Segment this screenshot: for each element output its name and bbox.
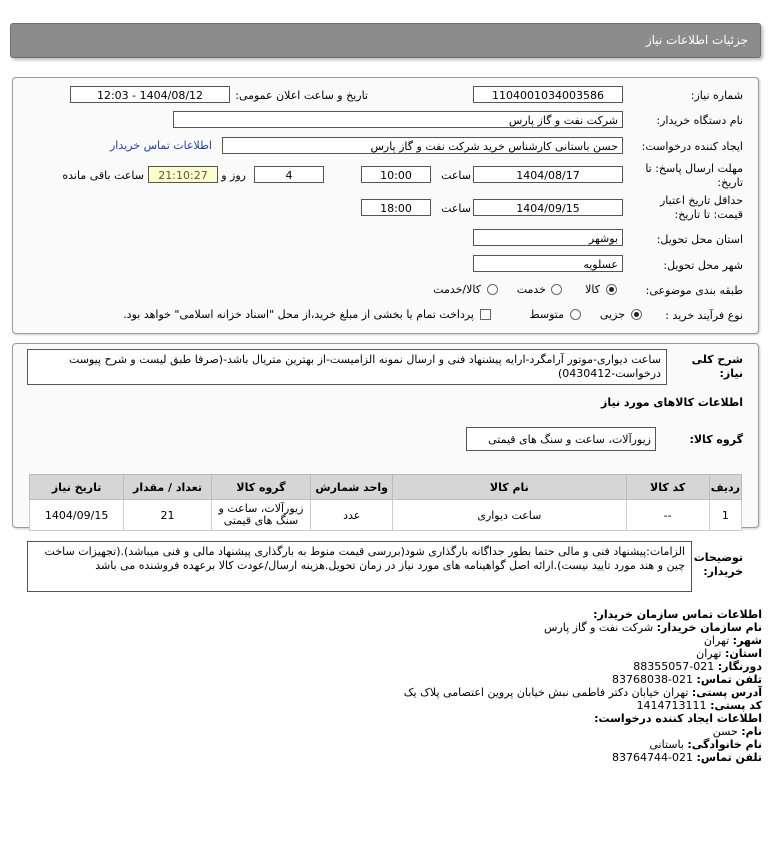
goods-section-title: اطلاعات کالاهای مورد نیاز (601, 396, 743, 409)
creator-phone-line (22, 751, 762, 764)
contact-phone: 021-83768038 (612, 673, 694, 686)
buyer-org-field[interactable]: شرکت نفت و گاز پارس (173, 111, 623, 128)
col-name: نام کالا (393, 475, 626, 500)
category-radio-goods[interactable] (606, 284, 617, 295)
contact-address-line (22, 686, 762, 699)
table-row[interactable] (30, 500, 742, 531)
creator-phone-label: تلفن تماس: (696, 751, 762, 764)
creator-family-label: نام خانوادگی: (687, 738, 762, 751)
contact-address-label: آدرس پستی: (691, 686, 762, 699)
buyer-notes-label: توضیحات خریدار: (693, 551, 743, 578)
validity-label-line1: حداقل تاریخ اعتبار (659, 194, 743, 207)
col-row: ردیف (709, 475, 741, 500)
contact-fax-label: دورنگار: (717, 660, 762, 673)
announce-label: تاریخ و ساعت اعلان عمومی: (235, 89, 368, 102)
process-radio-medium[interactable] (570, 309, 581, 320)
cell-group: زیورآلات، ساعت و سنگ های قیمتی (211, 500, 310, 531)
col-date: تاریخ نیاز (30, 475, 124, 500)
need-number-field[interactable]: 1104001034003586 (473, 86, 623, 103)
announce-field[interactable]: 1404/08/12 - 12:03 (70, 86, 230, 103)
remaining-label: ساعت باقی مانده (62, 169, 144, 182)
contact-fax-line (22, 660, 762, 673)
validity-time-label: ساعت (441, 202, 471, 215)
buyer-notes-box: الزامات:پیشنهاد فنی و مالی حتما بطور جداگانه بارگذاری شود(بررسی قیمت منوط به بارگذاری پیشنهاد مالی و فنی میباشد).(تجهیزات ساخت چین و هند مورد تایید نیست).ارائه اصل گواهینامه های مورد نیاز در زمان تحویل.هزینه ارسال/عودت کالا برعهده فروشنده می باشد (27, 541, 692, 592)
cell-qty: 21 (124, 500, 211, 531)
category-label: طبقه بندی موضوعی: (645, 284, 743, 297)
col-unit: واحد شمارش (311, 475, 393, 500)
page-title: جزئیات اطلاعات نیاز (645, 33, 748, 47)
col-qty: تعداد / مقدار (124, 475, 211, 500)
goods-table-header (30, 475, 742, 500)
process-label: نوع فرآیند خرید : (665, 309, 743, 322)
goods-group-field[interactable]: زیورآلات، ساعت و سنگ های قیمتی (466, 427, 656, 451)
treasury-payment-note: پرداخت تمام یا بخشی از مبلغ خرید،از محل "اسناد خزانه اسلامی" خواهد بود. (123, 308, 474, 321)
deadline-time-label: ساعت (441, 169, 471, 182)
validity-label (660, 194, 743, 222)
cell-date: 1404/09/15 (30, 500, 124, 531)
cell-name: ساعت دیواری (393, 500, 626, 531)
summary-text-box: ساعت دیواری-موتور آرامگرد-ارایه پیشنهاد فنی و ارسال نمونه الزامیست-از بهترین متریال باشد-(صرفا طبق لیست و شرح پیوست درخواست-0430412) (27, 349, 667, 385)
creator-label: ایجاد کننده درخواست: (641, 140, 743, 153)
days-label: روز و (221, 169, 246, 182)
page-header (10, 23, 761, 58)
creator-name: حسن (712, 725, 738, 738)
days-field[interactable]: 4 (254, 166, 324, 183)
process-option-minor: جزیی (599, 308, 625, 321)
creator-info-title: اطلاعات ایجاد کننده درخواست: (594, 712, 762, 725)
contact-phone-line (22, 673, 762, 686)
category-option-goods: کالا (585, 283, 600, 296)
validity-date-field[interactable]: 1404/09/15 (473, 199, 623, 216)
city-label: شهر محل تحویل: (663, 259, 743, 272)
summary-label: شرح کلی نیاز: (691, 353, 743, 380)
goods-group-label: گروه کالا: (689, 433, 743, 446)
province-label: استان محل تحویل: (656, 233, 743, 246)
contact-province: تهران (696, 647, 722, 660)
treasury-payment-checkbox[interactable] (480, 309, 491, 320)
buyer-org-label: نام دستگاه خریدار: (656, 114, 743, 127)
contact-province-label: استان: (725, 647, 762, 660)
contact-phone-label: تلفن تماس: (696, 673, 762, 686)
category-radio-service[interactable] (551, 284, 562, 295)
deadline-label (645, 162, 743, 190)
validity-time-field[interactable]: 18:00 (361, 199, 431, 216)
process-radio-minor[interactable] (631, 309, 642, 320)
contact-postal-line (22, 699, 762, 712)
validity-label-line2: قیمت: تا تاریخ: (674, 208, 743, 221)
process-option-medium: متوسط (529, 308, 564, 321)
contact-org: شرکت نفت و گاز پارس (544, 621, 654, 634)
category-radio-both[interactable] (487, 284, 498, 295)
deadline-label-line2: تاریخ: (717, 176, 743, 189)
col-code: کد کالا (626, 475, 709, 500)
creator-family: باستانی (649, 738, 684, 751)
deadline-time-field[interactable]: 10:00 (361, 166, 431, 183)
creator-family-line (22, 738, 762, 751)
cell-row: 1 (709, 500, 741, 531)
contact-org-label: نام سازمان خریدار: (656, 621, 762, 634)
cell-unit: عدد (311, 500, 393, 531)
creator-phone: 021-83764744 (612, 751, 694, 764)
col-group: گروه کالا (211, 475, 310, 500)
creator-name-label: نام: (741, 725, 762, 738)
creator-field[interactable]: حسن باستانی کارشناس خرید شرکت نفت و گاز پارس (222, 137, 623, 154)
contact-address: تهران خیابان دکتر فاطمی نبش خیابان پروین اعتصامی پلاک یک (403, 686, 689, 699)
contact-city: تهران (703, 634, 730, 647)
deadline-date-field[interactable]: 1404/08/17 (473, 166, 623, 183)
contact-title: اطلاعات تماس سازمان خریدار: (593, 608, 762, 621)
contact-org-line (22, 621, 762, 634)
deadline-label-line1: مهلت ارسال پاسخ: تا (645, 162, 743, 175)
contact-info-block (22, 608, 762, 764)
buyer-contact-link[interactable]: اطلاعات تماس خریدار (110, 139, 212, 152)
creator-name-line (22, 725, 762, 738)
province-field[interactable]: بوشهر (473, 229, 623, 246)
remaining-time-field: 21:10:27 (148, 166, 218, 183)
need-number-label: شماره نیاز: (690, 89, 743, 102)
contact-city-line (22, 634, 762, 647)
contact-fax: 021-88355057 (633, 660, 715, 673)
category-option-service: خدمت (516, 283, 546, 296)
city-field[interactable]: عسلویه (473, 255, 623, 272)
category-option-both: کالا/خدمت (433, 283, 481, 296)
contact-postal-label: کد پستی: (710, 699, 762, 712)
goods-table (29, 474, 742, 531)
contact-postal: 1414713111 (636, 699, 707, 712)
cell-code: -- (626, 500, 709, 531)
contact-city-label: شهر: (732, 634, 762, 647)
contact-province-line (22, 647, 762, 660)
